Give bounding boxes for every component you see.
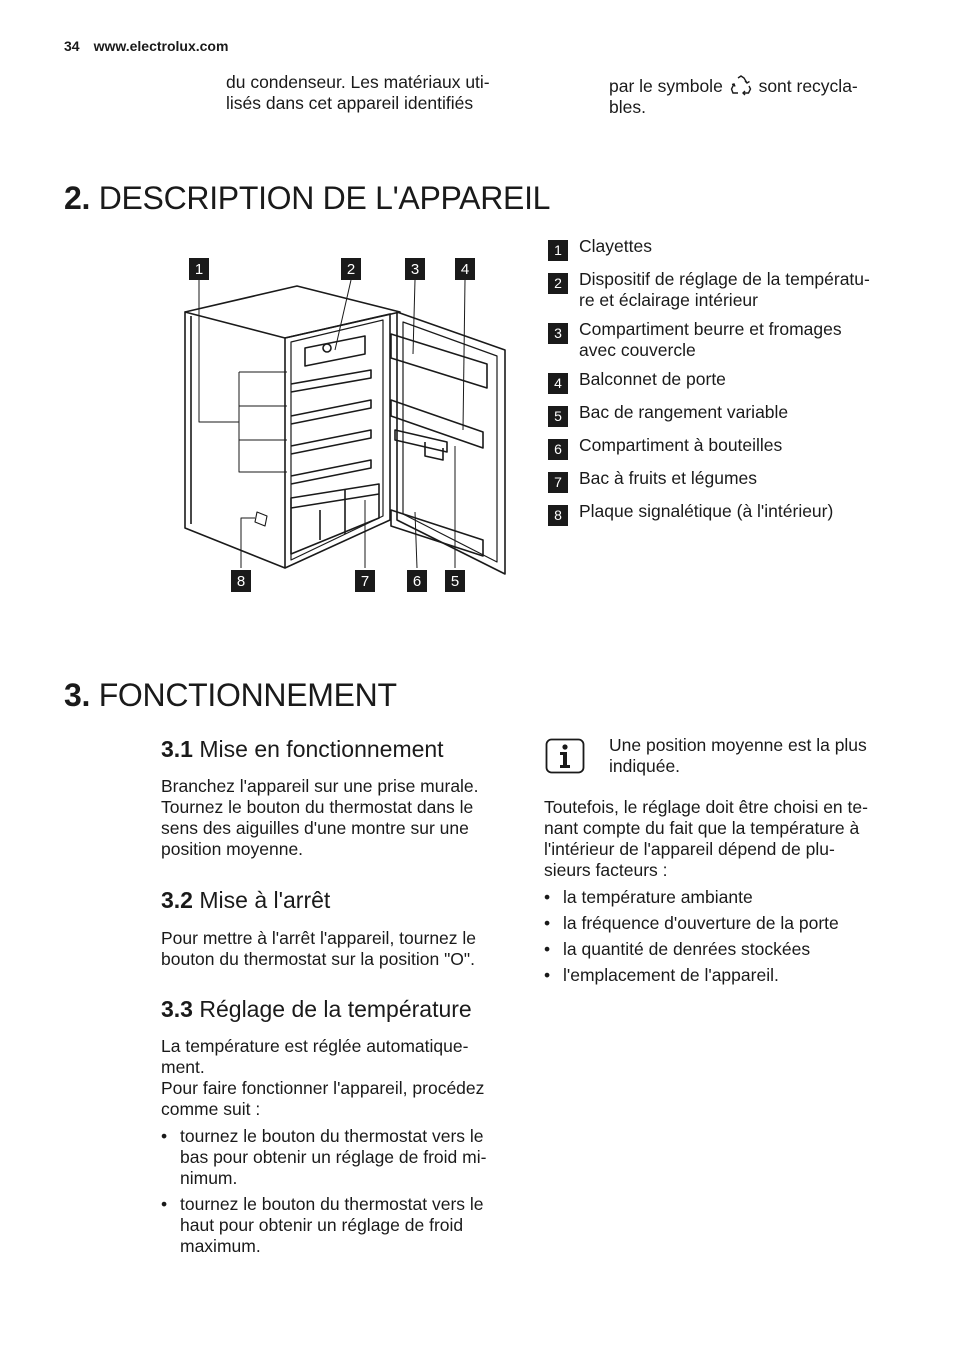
legend-item [548,468,908,493]
legend-number: 8 [548,505,568,526]
info-note: Une position moyenne est la plus indiquée. [609,735,867,776]
subsection-3-3-number: 3.3 [161,996,193,1022]
legend-item [548,269,908,311]
list-item: • l'emplacement de l'appareil. [544,965,904,986]
section-3-heading [64,677,397,714]
info-icon [545,738,585,774]
legend-number: 2 [548,273,568,294]
legend-number: 5 [548,406,568,427]
page-number: 34 [64,38,80,54]
section-2-title: DESCRIPTION DE L'APPAREIL [98,180,551,216]
bottle-compartment [391,510,483,556]
legend-number: 6 [548,439,568,460]
section-2-number: 2. [64,180,91,216]
list-item: • la quantité de denrées stockées [544,939,904,960]
subsection-3-1-heading [161,736,444,763]
callout-top-4: 4 [460,261,470,278]
recycle-icon [730,75,752,96]
page-header [64,38,228,54]
list-item: • tournez le bouton du thermostat vers le bas pour obtenir un réglage de froid mi- nimum. [161,1126,511,1189]
legend-item [548,236,908,261]
legend-item [548,369,908,394]
subsection-3-3-title: Réglage de la température [199,996,472,1022]
subsection-3-3-bullets [161,1126,511,1257]
shelf-4 [291,460,371,484]
intro-right-line2: bles. [609,97,646,117]
legend-number: 4 [548,373,568,394]
legend-text: Bac à fruits et légumes [579,468,757,488]
shelf-3 [291,430,371,454]
section-2-heading [64,180,550,217]
callout-top-1: 1 [194,261,204,278]
list-item: • la température ambiante [544,887,904,908]
intro-left-text: du condenseur. Les matériaux uti- lisés dans cet appareil identifiés [226,72,490,113]
callout-top-3: 3 [410,261,420,278]
diagram-legend [548,236,908,534]
subsection-3-2-title: Mise à l'arrêt [199,887,331,913]
subsection-3-1-number: 3.1 [161,736,193,762]
subsection-3-2-number: 3.2 [161,887,193,913]
section-3-title: FONCTIONNEMENT [98,677,397,713]
legend-text: Bac de rangement variable [579,402,789,422]
legend-item [548,319,908,361]
cabinet-opening [285,314,390,568]
legend-text: Plaque signalétique (à l'intérieur) [579,501,834,521]
crisper-drawer [291,484,379,554]
intro-right-text [609,75,909,118]
site-url[interactable]: www.electrolux.com [93,38,229,54]
info-text: Toutefois, le réglage doit être choisi en te- nant compte du fait que la température à l'intérieur de l'appareil dépend de plu- sieurs facteurs : [544,797,868,880]
legend-item [548,435,908,460]
legend-item [548,402,908,427]
legend-text: Compartiment à bouteilles [579,435,783,455]
intro-right-after: sont recycla- [758,76,858,96]
appliance-diagram [175,250,520,600]
subsection-3-3-text: La température est réglée automatique- ment. Pour faire fonctionner l'appareil, procédez comme suit : [161,1036,485,1119]
section-3-number: 3. [64,677,91,713]
subsection-3-2-heading [161,887,330,914]
legend-number: 7 [548,472,568,493]
dairy-compartment [391,334,487,388]
legend-text: Dispositif de réglage de la températu- re et éclairage intérieur [579,269,870,310]
subsection-3-1-title: Mise en fonctionnement [199,736,444,762]
subsection-3-1-text: Branchez l'appareil sur une prise murale. Tournez le bouton du thermostat dans le sens des aiguilles d'une montre sur une position moyenne. [161,776,479,859]
intro-right-before: par le symbole [609,76,723,96]
legend-text: Compartiment beurre et fromages avec couvercle [579,319,842,360]
shelf-1 [291,370,371,392]
legend-text: Balconnet de porte [579,369,726,389]
info-bullets [544,887,904,986]
callout-bottom-7: 7 [360,573,370,590]
legend-text: Clayettes [579,236,652,256]
subsection-3-3-heading [161,996,472,1023]
list-item: • la fréquence d'ouverture de la porte [544,913,904,934]
subsection-3-2-text: Pour mettre à l'arrêt l'appareil, tournez le bouton du thermostat sur la position "O". [161,928,477,969]
list-item: • tournez le bouton du thermostat vers le haut pour obtenir un réglage de froid maximum. [161,1194,511,1257]
legend-number: 3 [548,323,568,344]
callout-bottom-6: 6 [412,573,422,590]
control-panel [305,336,365,366]
callout-bottom-5: 5 [450,573,460,590]
callout-bottom-8: 8 [236,573,246,590]
door-balcony [391,400,483,448]
callout-top-2: 2 [346,261,356,278]
legend-number: 1 [548,240,568,261]
shelf-2 [291,400,371,424]
legend-item [548,501,908,526]
rating-plate [255,512,267,526]
